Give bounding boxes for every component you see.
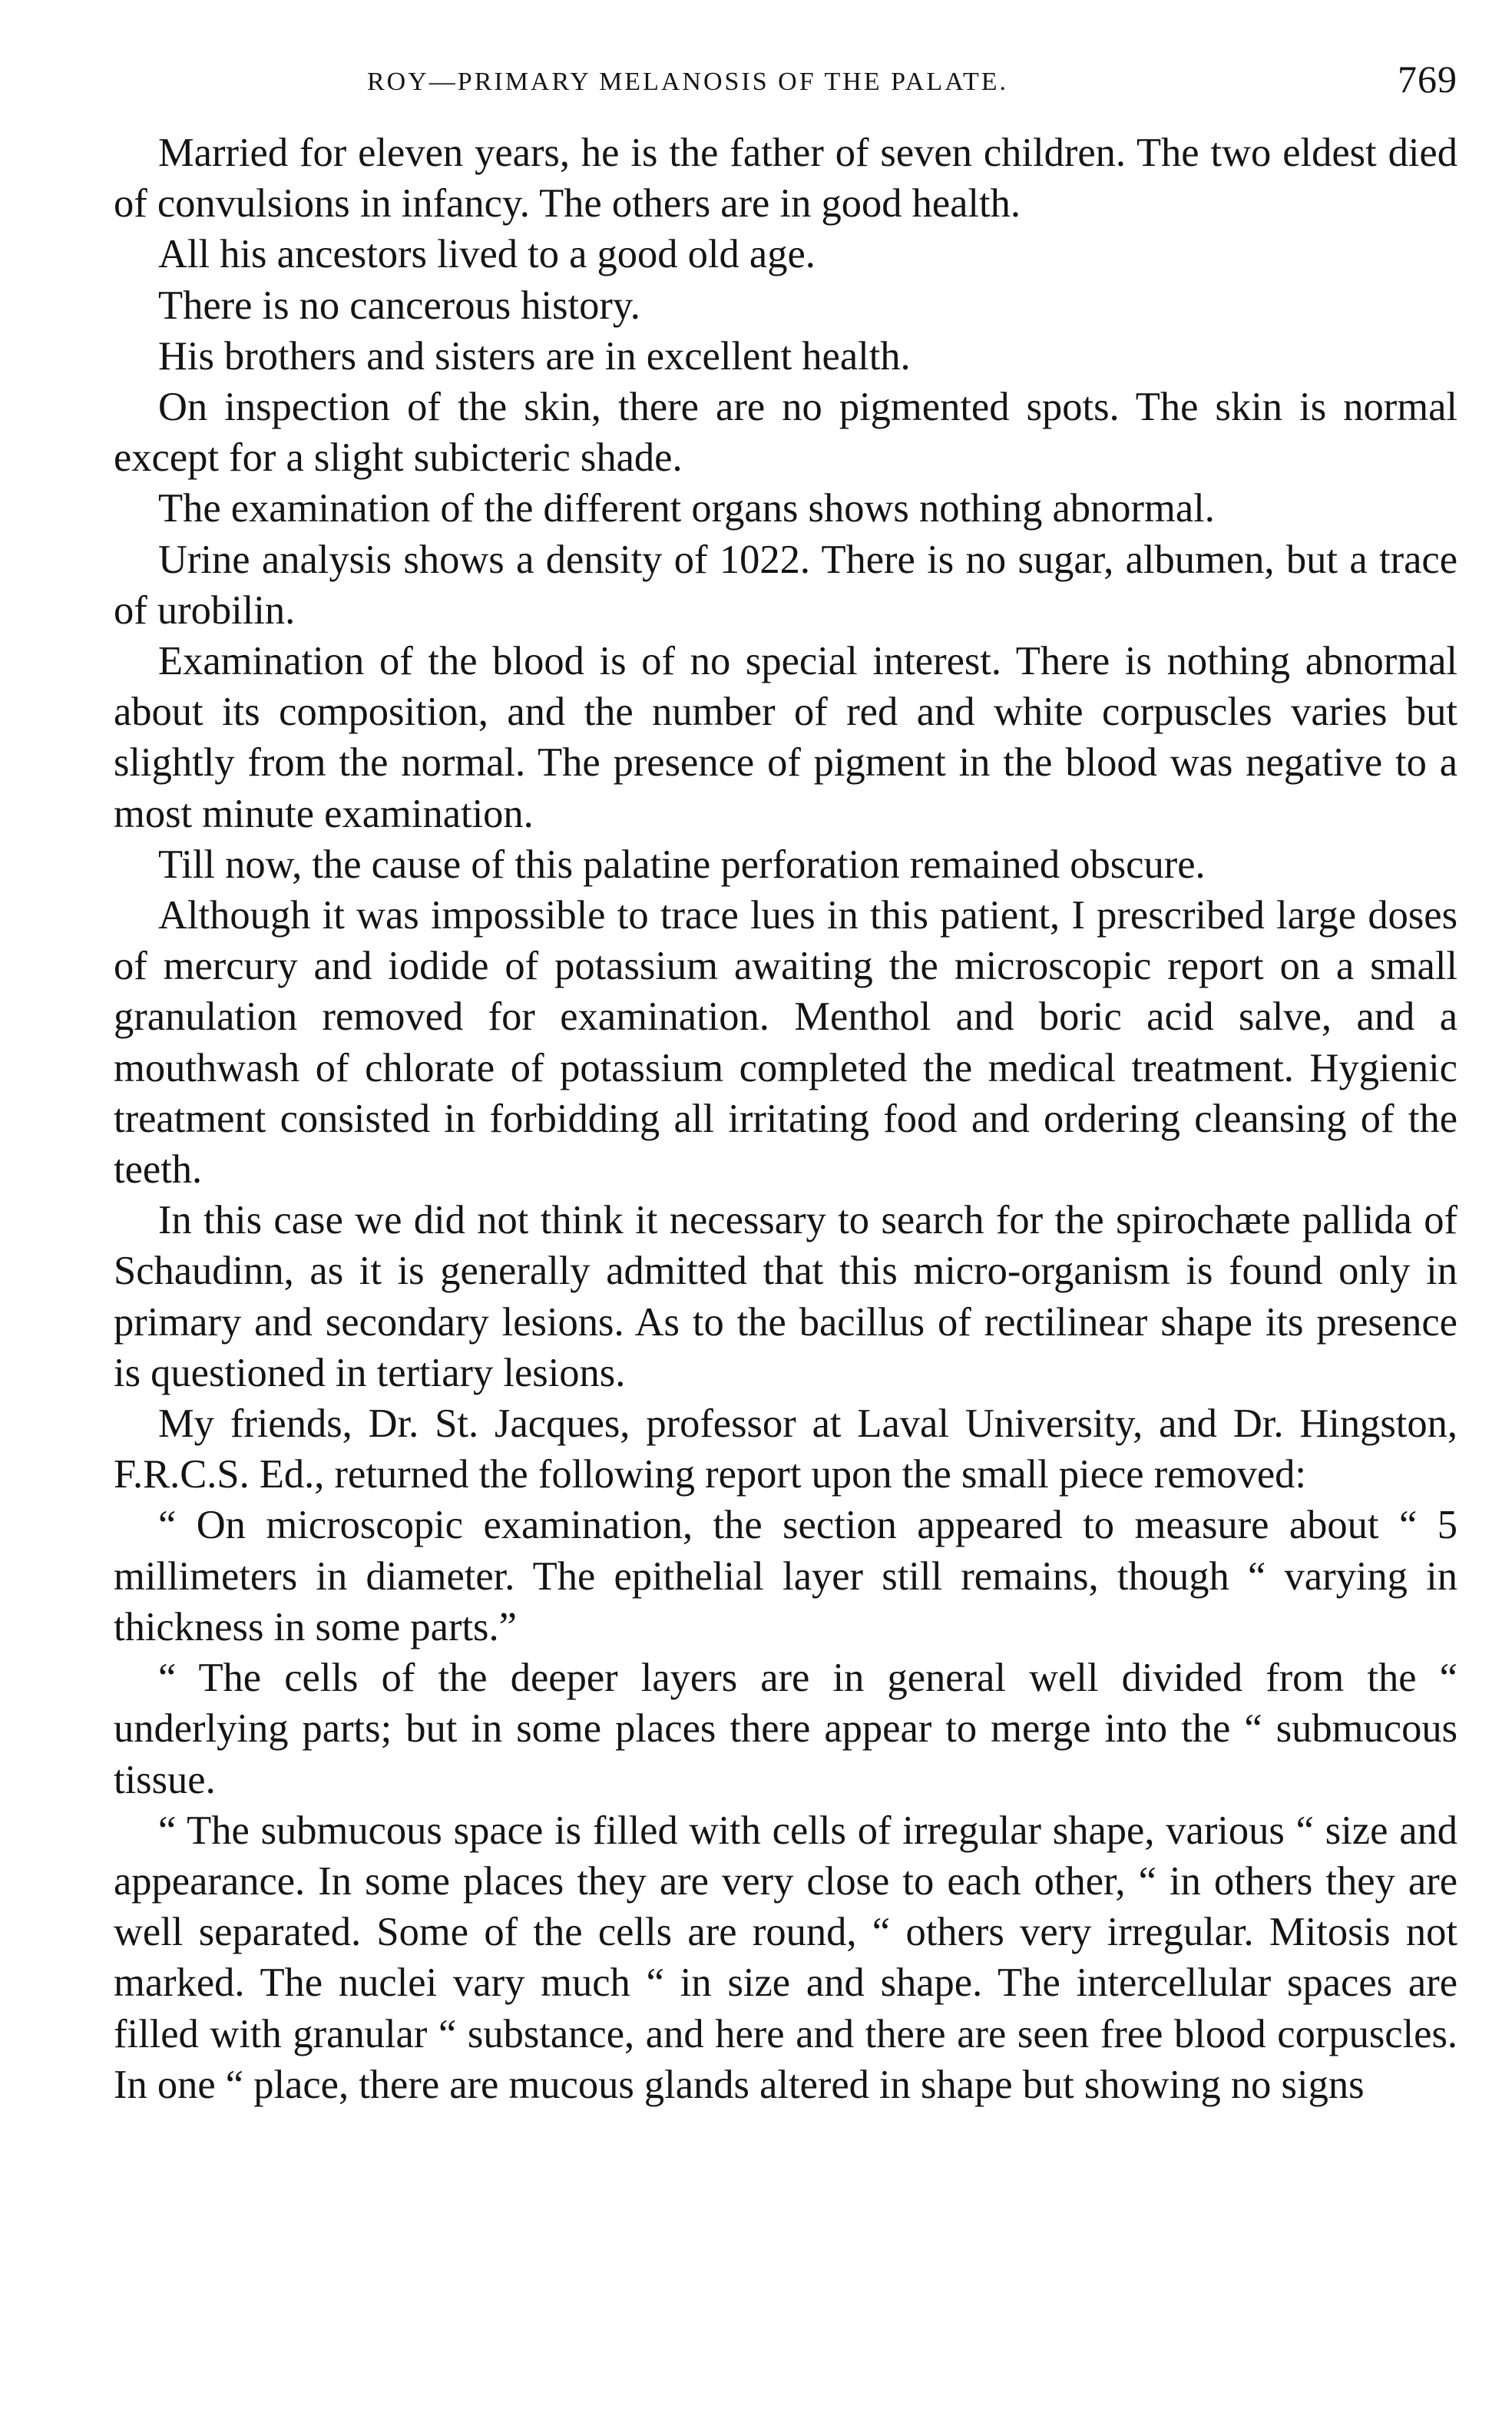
paragraph-treatment: Although it was impossible to trace lues in this patient, I prescribed large doses of mercury and iodide of potassium awaiting the microscopic report on a small granulation removed for examination. Menthol and boric acid salve, and a mouthwash of chlorate of potassium completed the medical treatment. Hygienic treatment consisted in forbidding all irritating food and ordering cleansing of the teeth. [114,893,1457,1193]
quote-microscopic-examination: “ On microscopic examination, the section appeared to measure about “ 5 millimeters in diameter. The epithelial layer still remains, though “ varying in thickness in some parts.” [114,1503,1457,1649]
paragraph-blood-examination: Examination of the blood is of no special interest. There is nothing abnormal about its composition, and the number of red and white corpuscles varies but slightly from the normal. The presence of pigment in the blood was negative to a most minute examination. [114,639,1457,836]
paragraph-report-intro: My friends, Dr. St. Jacques, professor at Laval University, and Dr. Hingston, F.R.C.S. Ed., returned the following report upon the small piece removed: [114,1401,1457,1497]
paragraph-siblings: His brothers and sisters are in excellent health. [158,333,911,379]
paragraph-urine-analysis: Urine analysis shows a density of 1022. There is no sugar, albumen, but a trace of urobilin. [114,537,1457,633]
paragraph-organ-examination: The examination of the different organs shows nothing abnormal. [158,486,1215,531]
paragraph-skin-inspection: On inspection of the skin, there are no pigmented spots. The skin is normal except for a slight subicteric shade. [114,385,1457,481]
paragraph-cause-obscure: Till now, the cause of this palatine perforation remained obscure. [158,842,1206,887]
paragraph-spirochaete: In this case we did not think it necessary to search for the spirochæte pallida of Schaudinn, as it is generally admitted that this micro-organism is found only in primary and secondary lesions. As to the bacillus of rectilinear shape its presence is questioned in tertiary lesions. [114,1198,1457,1395]
body-text [114,127,1457,2110]
paragraph-family-history: Married for eleven years, he is the father of seven children. The two eldest died of convulsions in infancy. The others are in good health. [114,131,1457,227]
running-head [114,46,1457,111]
paragraph-cancer-history: There is no cancerous history. [158,283,640,328]
quote-deeper-layers: “ The cells of the deeper layers are in general well divided from the “ underlying parts; but in some places there appear to merge into the “ submucous tissue. [114,1656,1457,1802]
page-number: 769 [1398,58,1457,101]
quote-submucous-space: “ The submucous space is filled with cells of irregular shape, various “ size and appearance. In some places they are very close to each other, “ in others they are well separated. Some of the cells are round, “ others very irregular. Mitosis not marked. The nuclei vary much “ in size and shape. The intercellular spaces are filled with granular “ substance, and here and there are seen free blood corpuscles. In one “ place, there are mucous glands altered in shape but showing no signs [114,1808,1457,2107]
paragraph-ancestors: All his ancestors lived to a good old age. [158,232,816,277]
running-title: ROY—PRIMARY MELANOSIS OF THE PALATE. [367,68,1009,96]
